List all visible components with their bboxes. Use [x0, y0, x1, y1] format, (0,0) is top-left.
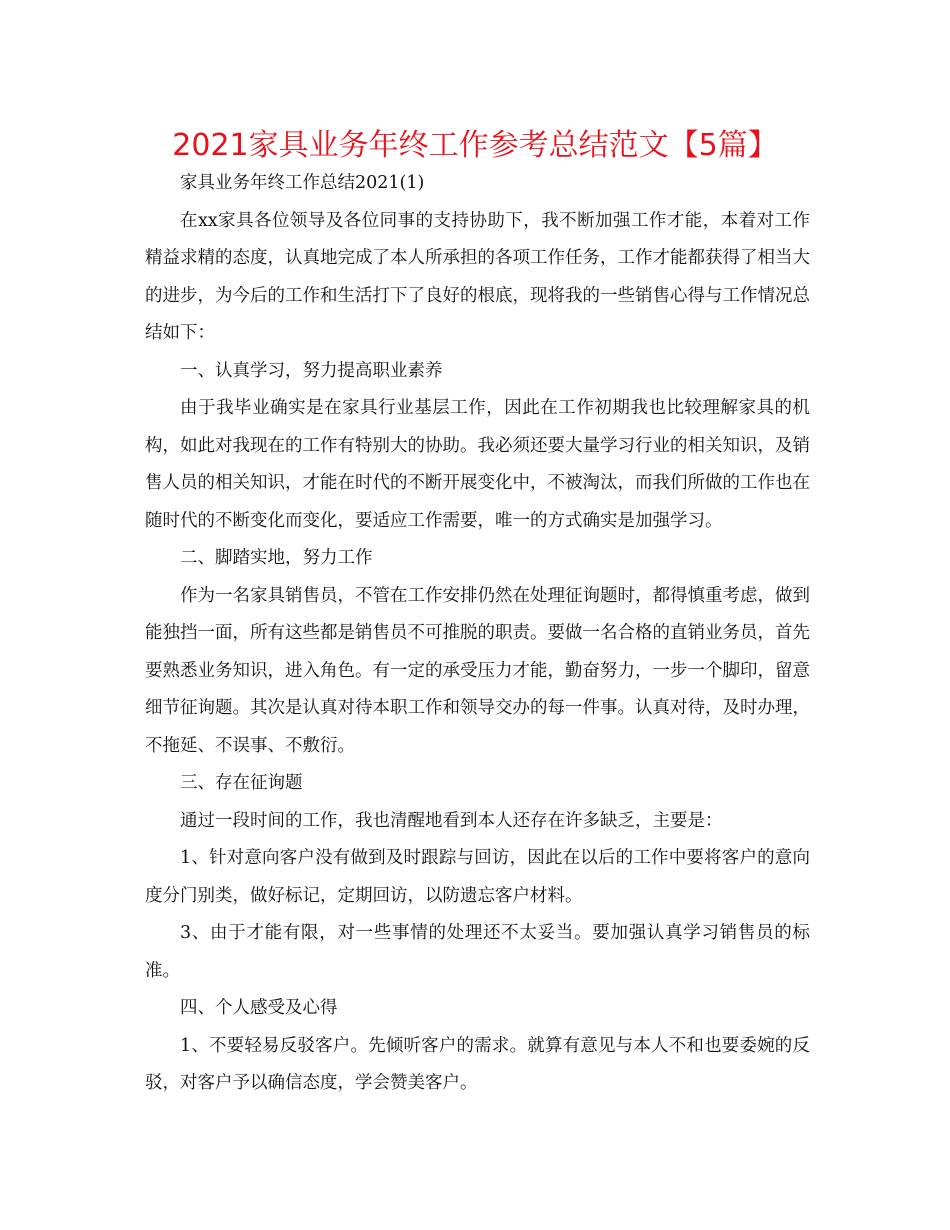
- section-subtitle: 家具业务年终工作总结2021(1): [180, 173, 425, 193]
- heading-section-2: 二、脚踏实地，努力工作: [180, 548, 373, 568]
- paragraph-intro: 在xx家具各位领导及各位同事的支持协助下，我不断加强工作才能，本着对工作精益求精的态度，认真地完成了本人所承担的各项工作任务，工作才能都获得了相当大的进步，为今后的工作和生活打下了良好的根底，现将我的一些销售心得与工作情况总结如下：: [145, 210, 810, 343]
- heading-section-4: 四、个人感受及心得: [180, 998, 338, 1018]
- heading-section-3: 三、存在征询题: [180, 773, 303, 793]
- list-item-1: 1、针对意向客户没有做到及时跟踪与回访，因此在以后的工作中要将客户的意向度分门别类，做好标记，定期回访，以防遗忘客户材料。: [145, 848, 810, 906]
- list-item-4-1: 1、不要轻易反驳客户。先倾听客户的需求。就算有意见与本人不和也要委婉的反驳，对客户予以确信态度，学会赞美客户。: [145, 1035, 810, 1093]
- document-body: [145, 165, 810, 1103]
- paragraph-section-2: 作为一名家具销售员，不管在工作安排仍然在处理征询题时，都得慎重考虑，做到能独挡一面，所有这些都是销售员不可推脱的职责。要做一名合格的直销业务员，首先要熟悉业务知识，进入角色。有一定的承受压力才能，勤奋努力，一步一个脚印，留意细节征询题。其次是认真对待本职工作和领导交办的每一件事。认真对待，及时办理，不拖延、不误事、不敷衍。: [145, 585, 810, 756]
- heading-section-1: 一、认真学习，努力提高职业素养: [180, 360, 443, 381]
- paragraph-section-1: 由于我毕业确实是在家具行业基层工作，因此在工作初期我也比较理解家具的机构，如此对我现在的工作有特别大的协助。我必须还要大量学习行业的相关知识，及销售人员的相关知识，才能在时代的不断开展变化中，不被淘汰，而我们所做的工作也在随时代的不断变化而变化，要适应工作需要，唯一的方式确实是加强学习。: [145, 398, 810, 531]
- list-item-3: 3、由于才能有限，对一些事情的处理还不太妥当。要加强认真学习销售员的标准。: [145, 923, 810, 981]
- paragraph-section-3: 通过一段时间的工作，我也清醒地看到本人还存在许多缺乏，主要是：: [180, 810, 723, 831]
- document-title: 2021家具业务年终工作参考总结范文【5篇】: [172, 128, 778, 163]
